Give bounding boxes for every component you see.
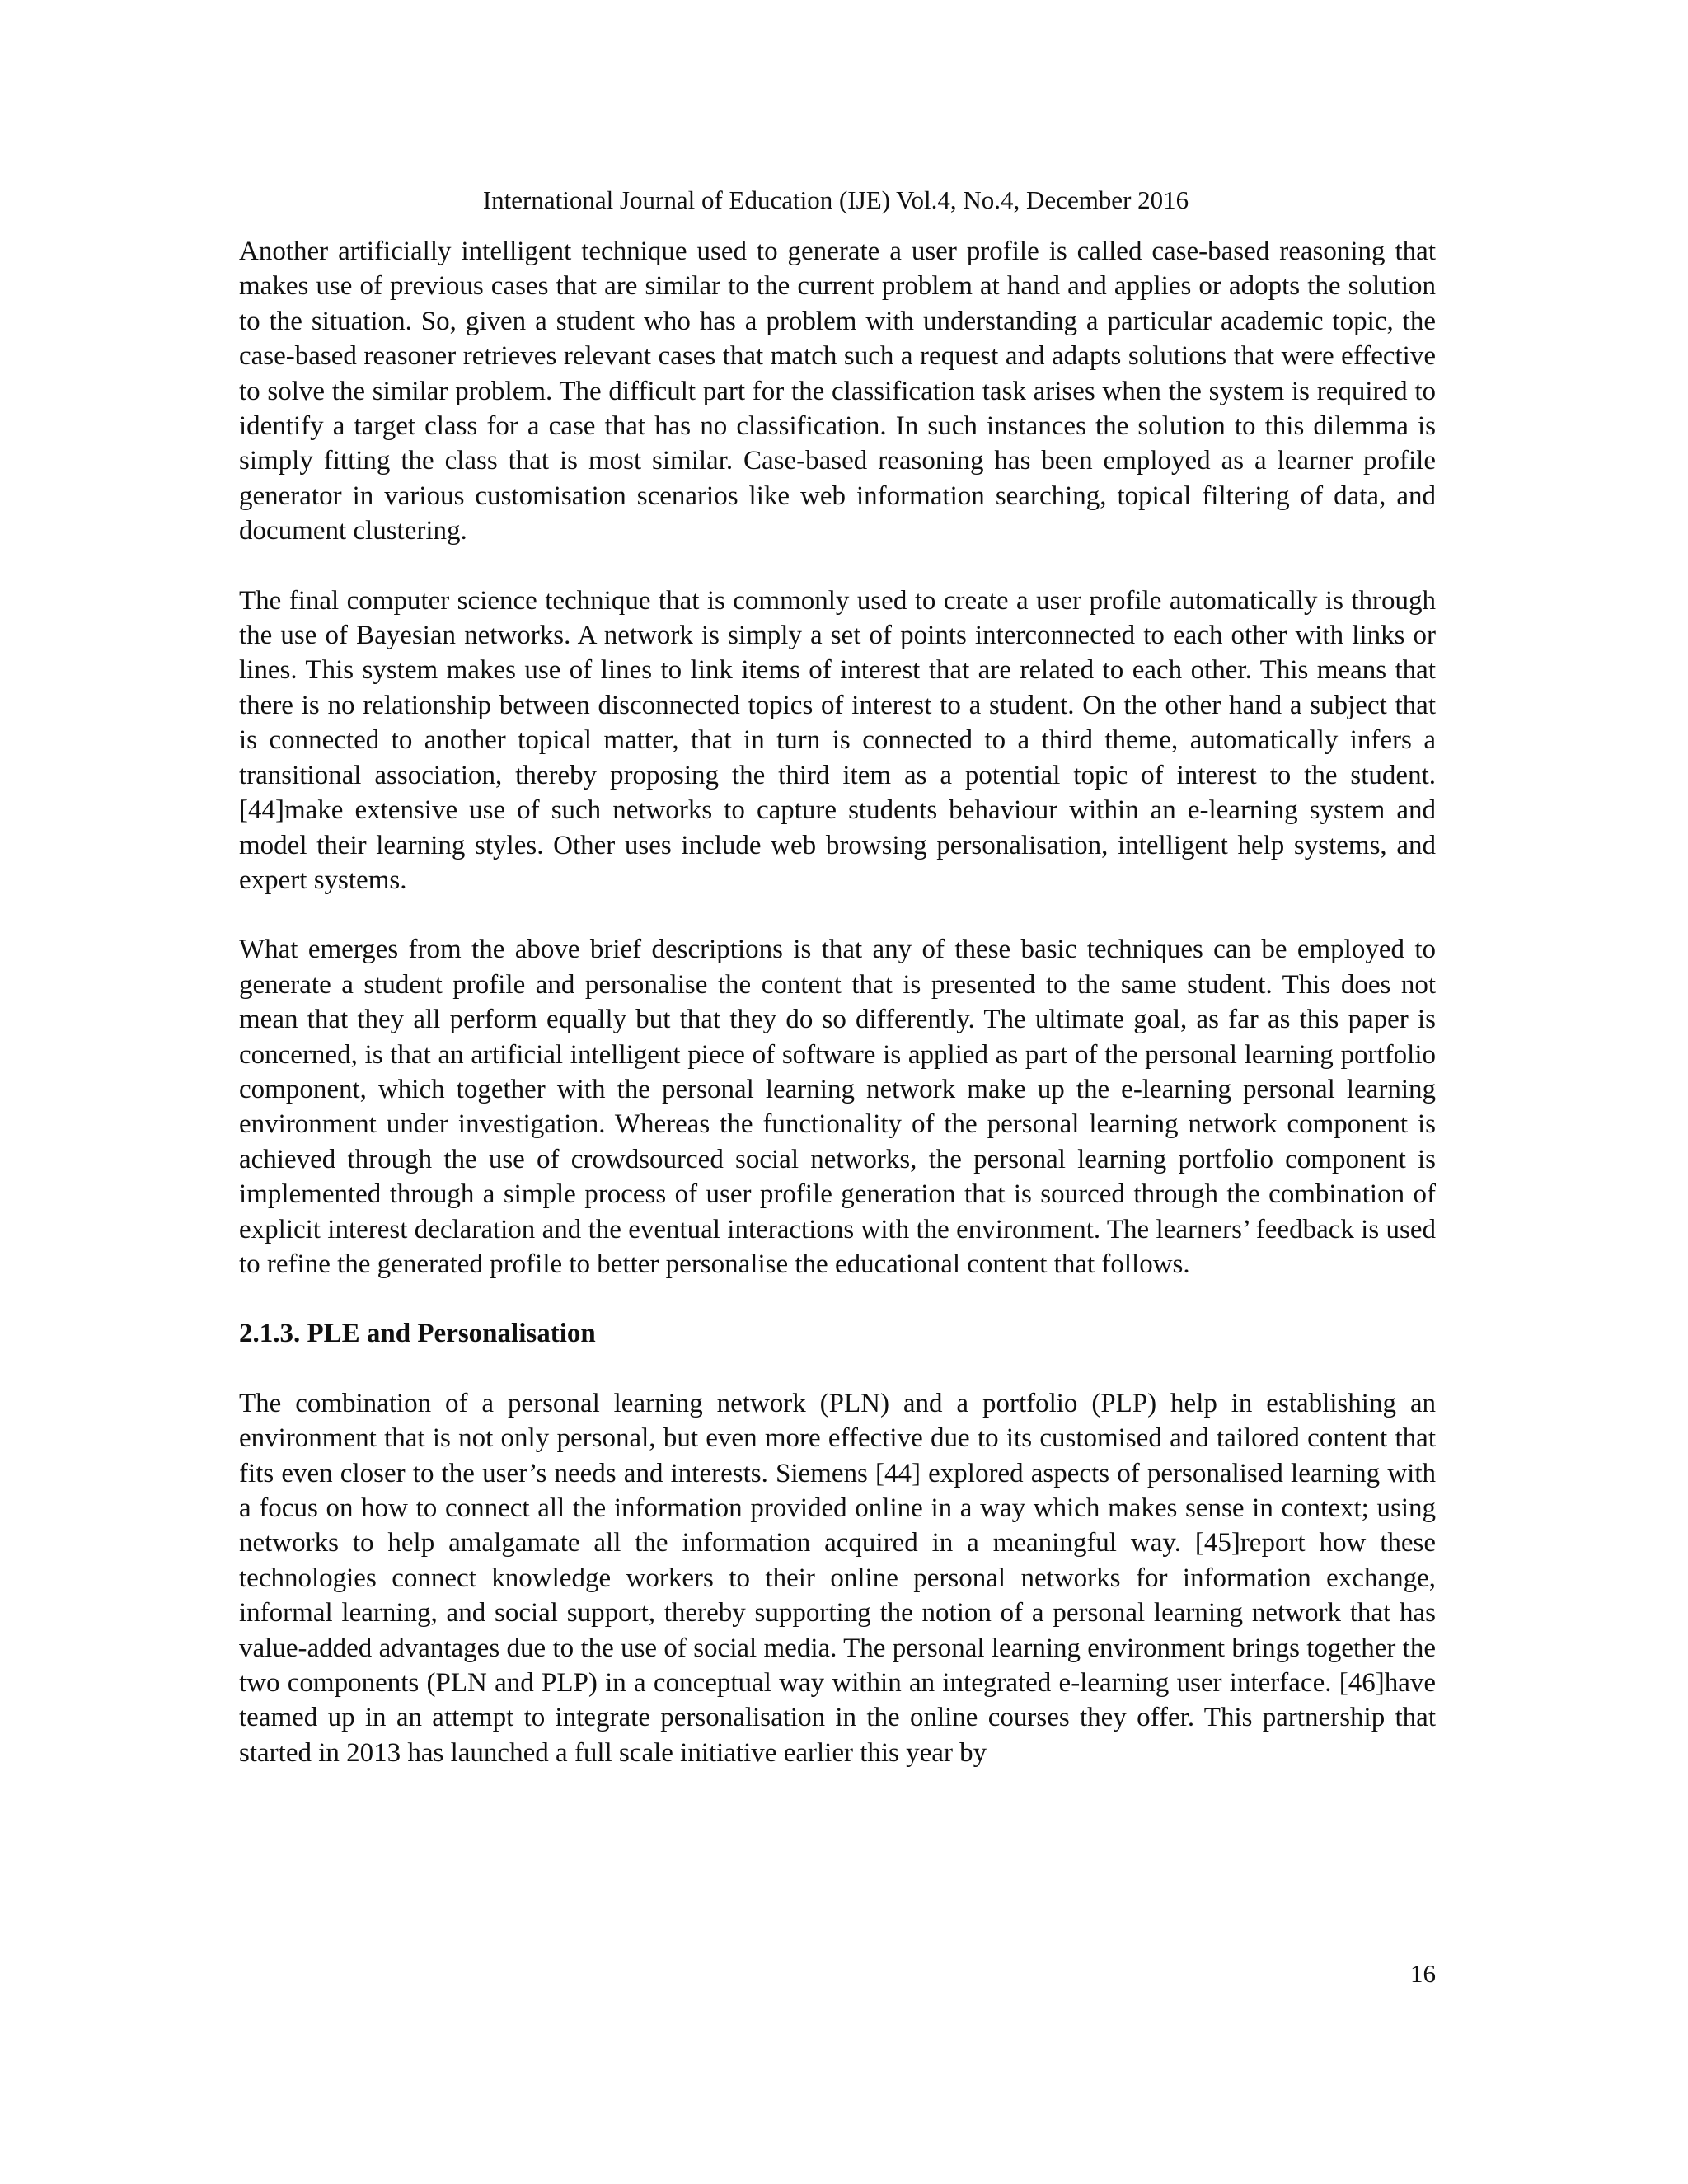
- section-heading: 2.1.3. PLE and Personalisation: [239, 1319, 596, 1349]
- paragraph-bayesian-networks: The final computer science technique that is commonly used to create a user profile automatically is through the use of Bayesian networks. A network is simply a set of points interconnected to each other with links or lines. This system makes use of lines to link items of interest that are related to each other. This means that there is no relationship between disconnected topics of interest to a student. On the other hand a subject that is connected to another topical matter, that in turn is connected to a third theme, automatically infers a transitional association, thereby proposing the third item as a potential topic of interest to the student. [44]make extensive use of such networks to capture students behaviour within an e-learning system and model their learning styles. Other uses include web browsing personalisation, intelligent help systems, and expert systems.: [239, 585, 1436, 895]
- page-number: 16: [1410, 1959, 1436, 1988]
- running-header: International Journal of Education (IJE) Vol.4, No.4, December 2016: [482, 185, 1189, 214]
- paragraph-ple-personalisation: The combination of a personal learning network (PLN) and a portfolio (PLP) help in establishing an environment that is not only personal, but even more effective due to its customised and tailored content that fits even closer to the user’s needs and interests. Siemens [44] explored aspects of personalised learning with a focus on how to connect all the information provided online in a way which makes sense in context; using networks to help amalgamate all the information acquired in a meaningful way. [45]report how these technologies connect knowledge workers to their online personal networks for information exchange, informal learning, and social support, thereby supporting the notion of a personal learning network that has value-added advantages due to the use of social media. The personal learning environment brings together the two components (PLN and PLP) in a conceptual way within an integrated e-learning user interface. [46]have teamed up in an attempt to integrate personalisation in the online courses they offer. This partnership that started in 2013 has launched a full scale initiative earlier this year by: [239, 1388, 1436, 1768]
- paragraph-case-based-reasoning: Another artificially intelligent technique used to generate a user profile is called case-based reasoning that makes use of previous cases that are similar to the current problem at hand and applies or adopts the solution to the situation. So, given a student who has a problem with understanding a particular academic topic, the case-based reasoner retrieves relevant cases that match such a request and adapts solutions that were effective to solve the similar problem. The difficult part for the classification task arises when the system is required to identify a target class for a case that has no classification. In such instances the solution to this dilemma is simply fitting the class that is most similar. Case-based reasoning has been employed as a learner profile generator in various customisation scenarios like web information searching, topical filtering of data, and document clustering.: [239, 237, 1436, 546]
- body-text: [239, 234, 1436, 1805]
- paragraph-techniques-summary: What emerges from the above brief descriptions is that any of these basic techniques can be employed to generate a student profile and personalise the content that is presented to the same student. This does not mean that they all perform equally but that they do so differently. The ultimate goal, as far as this paper is concerned, is that an artificial intelligent piece of software is applied as part of the personal learning portfolio component, which together with the personal learning network make up the e-learning personal learning environment under investigation. Whereas the functionality of the personal learning network component is achieved through the use of crowdsourced social networks, the personal learning portfolio component is implemented through a simple process of user profile generation that is sourced through the combination of explicit interest declaration and the eventual interactions with the environment. The learners’ feedback is used to refine the generated profile to better personalise the educational content that follows.: [239, 935, 1436, 1279]
